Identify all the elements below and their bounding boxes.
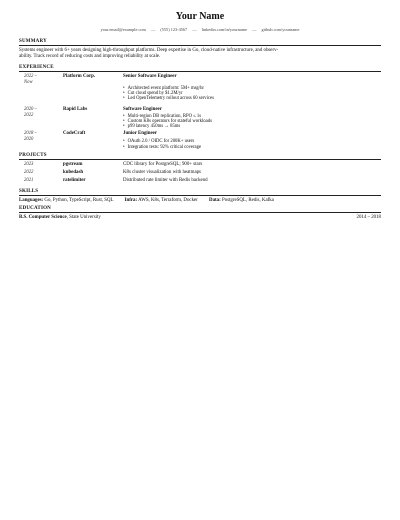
section-divider [19,71,381,72]
job-bullet: • Custom K8s operators for stateful workloads [123,119,212,124]
summary-line: ability. Track record of reducing costs and improving reliability at scale. [19,54,161,59]
education-heading: EDUCATION [19,206,51,211]
job-date-start: 2020 – [24,107,37,112]
job-bullet: • Cut cloud spend by $1.2M/yr [123,91,183,96]
experience-heading: EXPERIENCE [19,65,54,70]
summary-text [19,48,381,60]
phone-number: (555) 123-4567 [160,27,188,32]
education-entry [19,215,381,221]
job-company: Platform Corp. [63,74,96,79]
job-role: Senior Software Engineer [123,74,177,79]
project-description: K8s cluster visualization with heatmaps [123,170,201,175]
job-date-start: 2022 – [24,74,37,79]
job-date-start: 2018 – [24,131,37,136]
project-description: CDC library for PostgreSQL; 900+ stars [123,162,203,167]
job-role: Software Engineer [123,107,162,112]
summary-line: Systems engineer with 6+ years designing high-throughput platforms. Deep expertise in Go, cloud-native infrastructure, and observ- [19,48,279,53]
skill-values: Go, Python, TypeScript, Rust, SQL [44,198,114,203]
summary-heading: SUMMARY [19,39,47,44]
school: , State University [66,215,101,220]
job-bullet: • Integration tests: 92% critical coverage [123,145,201,150]
project-description: Distributed rate limiter with Redis backend [123,178,208,183]
skills-heading: SKILLS [19,189,39,194]
degree: B.S. Computer Science [19,215,67,220]
section-divider [19,45,381,46]
skill-label: Languages: [19,198,44,203]
job-date-end: 2022 [24,113,34,118]
job-entry [19,131,381,153]
job-bullet: • Architected event platform: 5M+ msg/hr [123,86,204,91]
skill-label: Data: [209,198,221,203]
section-divider [19,195,381,196]
candidate-name: Your Name [175,11,225,22]
project-name: ratelimiter [63,178,86,183]
skill-label: Infra: [124,198,138,203]
contact-separator: — [192,27,197,32]
job-bullet: • Multi-region DB replication, RPO ≤ 1s [123,114,201,119]
project-list [19,162,381,186]
linkedin-link[interactable]: linkedin.com/in/yourname [201,27,248,32]
project-row [19,178,381,186]
job-bullet: • OAuth 2.0 / OIDC for 200K+ users [123,139,194,144]
project-row [19,170,381,178]
email-link[interactable]: your.email@example.com [100,27,146,32]
skills-line [19,198,381,204]
contact-line [19,27,381,33]
project-year: 2021 [24,178,34,183]
project-year: 2022 [24,170,34,175]
job-bullet: • p99 latency 450ms → 85ms [123,124,180,129]
section-divider [19,212,381,213]
project-name: pgstream [63,162,83,167]
project-row [19,162,381,170]
job-company: CodeCraft [63,131,86,136]
job-bullet: • Led OpenTelemetry rollout across 60 services [123,96,214,101]
project-name: kubedash [63,170,84,175]
contact-separator: — [252,27,257,32]
projects-heading: PROJECTS [19,153,47,158]
section-divider [19,159,381,160]
contact-separator: — [150,27,156,32]
skill-values: PostgreSQL, Redis, Kafka [221,198,274,203]
job-company: Rapid Labs [63,107,88,112]
job-date-end: 2020 [24,137,34,142]
project-year: 2023 [24,162,34,167]
education-years: 2014 – 2018 [356,215,381,220]
job-entry [19,103,381,131]
skill-values: AWS, K8s, Terraform, Docker [138,198,198,203]
github-link[interactable]: github.com/yourname [261,27,300,32]
job-date-end: Now [24,80,33,85]
job-role: Junior Engineer [123,131,158,136]
